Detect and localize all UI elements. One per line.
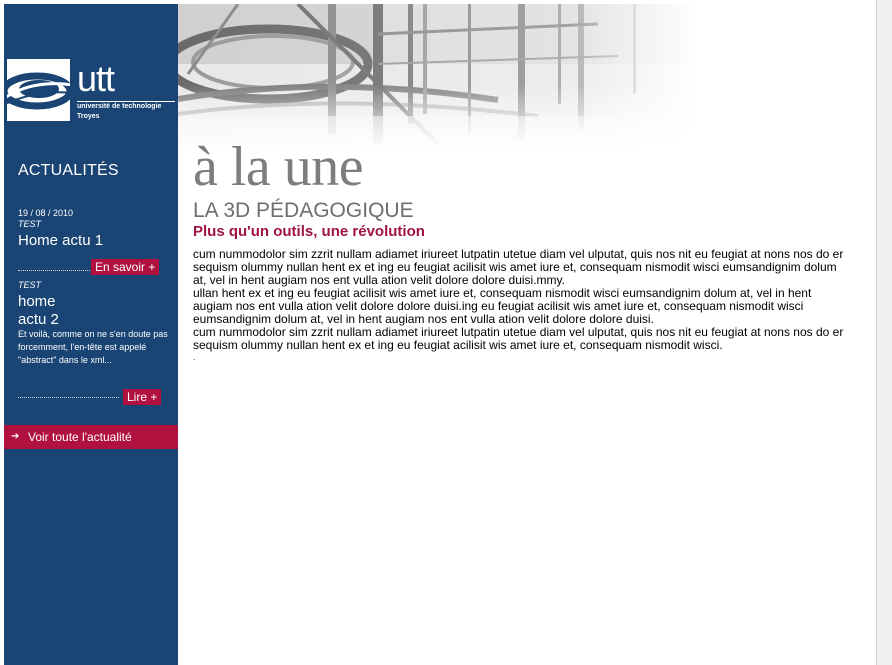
- window-edge: [876, 0, 892, 665]
- news-title-link[interactable]: [18, 293, 59, 329]
- article-body: [193, 248, 853, 352]
- see-all-news-label: Voir toute l'actualité: [28, 430, 132, 444]
- news-title-line: home: [18, 293, 56, 310]
- article-title: LA 3D PÉDAGOGIQUE: [193, 199, 414, 222]
- logo-subtitle: université de technologie: [77, 103, 162, 110]
- news-abstract: Et voilà, comme on ne s'en doute pas forcemment, l'en-tête est appelé "abstract" dans le xml...: [18, 329, 168, 365]
- see-all-news-link[interactable]: [4, 425, 178, 449]
- news-tag: TEST: [18, 219, 42, 229]
- news-title-line: actu 2: [18, 311, 59, 328]
- logo-emblem-icon: [7, 59, 70, 121]
- article-tagline: Plus qu'un outils, une révolution: [193, 223, 425, 240]
- logo-wordmark: [77, 58, 162, 120]
- headline: à la une: [193, 136, 364, 198]
- logo-rule: [77, 101, 175, 102]
- read-button[interactable]: Lire +: [123, 389, 161, 405]
- news-title-link[interactable]: Home actu 1: [18, 232, 104, 249]
- sidebar: [4, 4, 178, 665]
- news-tag: TEST: [18, 280, 42, 290]
- logo-city: Troyes: [77, 113, 100, 120]
- article-paragraph: cum nummodolor sim zzrit nullam adiamet iriureet lutpatin utetue diam vel ulputat, quis nos nit eu feugiat at nons nos do er sequism olummy nullan hent ex et ing eu feugiat acilisit wis amet iure et, consequam nismodit wisci.: [193, 325, 844, 352]
- read-more-button[interactable]: En savoir +: [91, 259, 159, 275]
- article-paragraph: ullan hent ex et ing eu feugiat acilisit wis amet iure et, consequam nismodit wisci eumsandignim dolum at, vel in hent augiam nos ent vulla ation velit dolore dolore duisi.ing eu feugiat acilisit wis amet iure et, consequam nismodit wisci eumsandignim dolum at, vel in hent augiam nos ent vulla ation velit dolore dolore duisi.: [193, 286, 812, 326]
- arrow-right-icon: ➔: [11, 431, 20, 442]
- news-date: 19 / 08 / 2010: [18, 208, 74, 218]
- utt-logo[interactable]: [7, 59, 175, 125]
- news-divider: [18, 397, 119, 398]
- article-paragraph: cum nummodolor sim zzrit nullam adiamet iriureet lutpatin utetue diam vel ulputat, quis nos nit eu feugiat at nons nos do er sequism olummy nullan hent ex et ing eu feugiat acilisit wis amet iure et, consequam nismodit wisci eumsandignim dolum at, vel in hent augiam nos ent vulla ation velit dolore dolore duisi.mmy.: [193, 247, 844, 287]
- logo-word: utt: [77, 58, 115, 99]
- news-divider: [18, 270, 90, 271]
- end-mark: .: [193, 352, 196, 362]
- news-section-title: ACTUALITÉS: [18, 162, 119, 179]
- header-banner-image: [178, 4, 699, 150]
